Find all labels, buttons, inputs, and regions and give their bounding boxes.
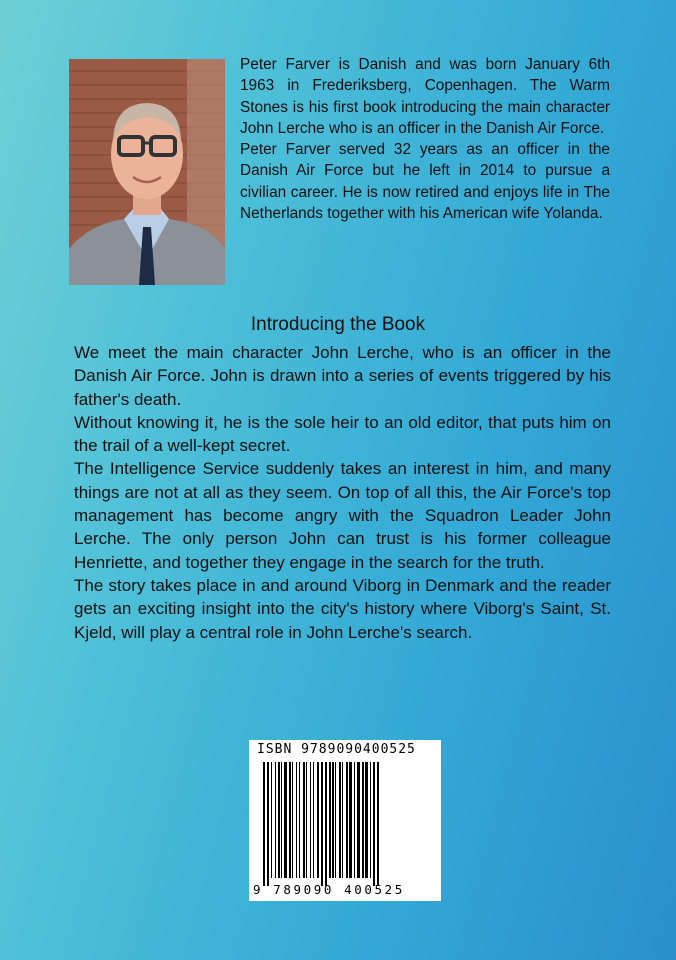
barcode-bar <box>278 762 280 878</box>
book-description-paragraph: The story takes place in and around Viborg in Denmark and the reader gets an exciting insight into the city's history where Viborg's Saint, St. Kjeld, will play a central role in John Lerche's search. <box>74 575 611 642</box>
barcode-bar <box>275 762 276 878</box>
barcode-bar <box>342 762 343 878</box>
barcode-bar <box>329 762 331 878</box>
barcode-bar <box>335 762 336 878</box>
book-description-paragraph: Without knowing it, he is the sole heir to an old editor, that puts him on the trail of a well-kept secret. <box>74 412 611 456</box>
author-bio-paragraph: Peter Farver is Danish and was born January 6th 1963 in Frederiksberg, Copenhagen. The Warm Stones is his first book introducing the main character John Lerche who is an officer in the Danish Air Force. <box>240 56 610 137</box>
author-bio-paragraph: Peter Farver served 32 years as an officer in the Danish Air Force but he left in 2014 to pursue a civilian career. He is now retired and enjoys life in The Netherlands together with his American wife Yolanda. <box>240 141 610 223</box>
barcode-bar <box>271 762 272 878</box>
barcode-bar <box>310 762 311 878</box>
barcode-bar <box>377 762 379 886</box>
author-bio <box>240 54 610 224</box>
section-title: Introducing the Book <box>250 314 426 335</box>
author-photo <box>69 59 225 285</box>
isbn-digits: 9 789090 400525 <box>253 882 405 897</box>
barcode-bar <box>332 762 334 878</box>
barcode-bar <box>317 762 319 878</box>
book-description-paragraph: The Intelligence Service suddenly takes an interest in him, and many things are not at all as they seem. On top of all this, the Air Force's top management has become angry with the Squadron Leader John Lerche. The only person John can trust is his former colleague Henriette, and together they engage in the search for the truth. <box>74 459 611 572</box>
barcode-bar <box>292 762 293 878</box>
barcode-bar <box>346 762 348 878</box>
barcode-bar <box>365 762 368 878</box>
barcode-bar <box>325 762 327 886</box>
barcode-bar <box>362 762 364 878</box>
barcode-bar <box>349 762 352 878</box>
barcode-bar <box>284 762 287 878</box>
barcode-bar <box>306 762 307 878</box>
barcode-bar <box>281 762 282 878</box>
isbn-barcode <box>249 740 441 901</box>
barcode-bar <box>354 762 355 878</box>
barcode-bar <box>373 762 375 886</box>
barcode-bar <box>299 762 300 878</box>
barcode-bar <box>296 762 297 878</box>
barcode-bar <box>289 762 291 878</box>
barcode-bar <box>357 762 360 878</box>
barcode-bar <box>339 762 341 878</box>
isbn-label: ISBN 9789090400525 <box>257 742 416 757</box>
barcode-bar <box>267 762 269 886</box>
book-description <box>74 341 611 644</box>
barcode-bars <box>249 740 441 901</box>
barcode-bar <box>370 762 371 878</box>
barcode-bar <box>263 762 265 886</box>
barcode-bar <box>313 762 314 878</box>
book-description-paragraph: We meet the main character John Lerche, who is an officer in the Danish Air Force. John is drawn into a series of events triggered by his father's death. <box>74 343 611 409</box>
barcode-bar <box>321 762 323 886</box>
barcode-bar <box>303 762 305 878</box>
